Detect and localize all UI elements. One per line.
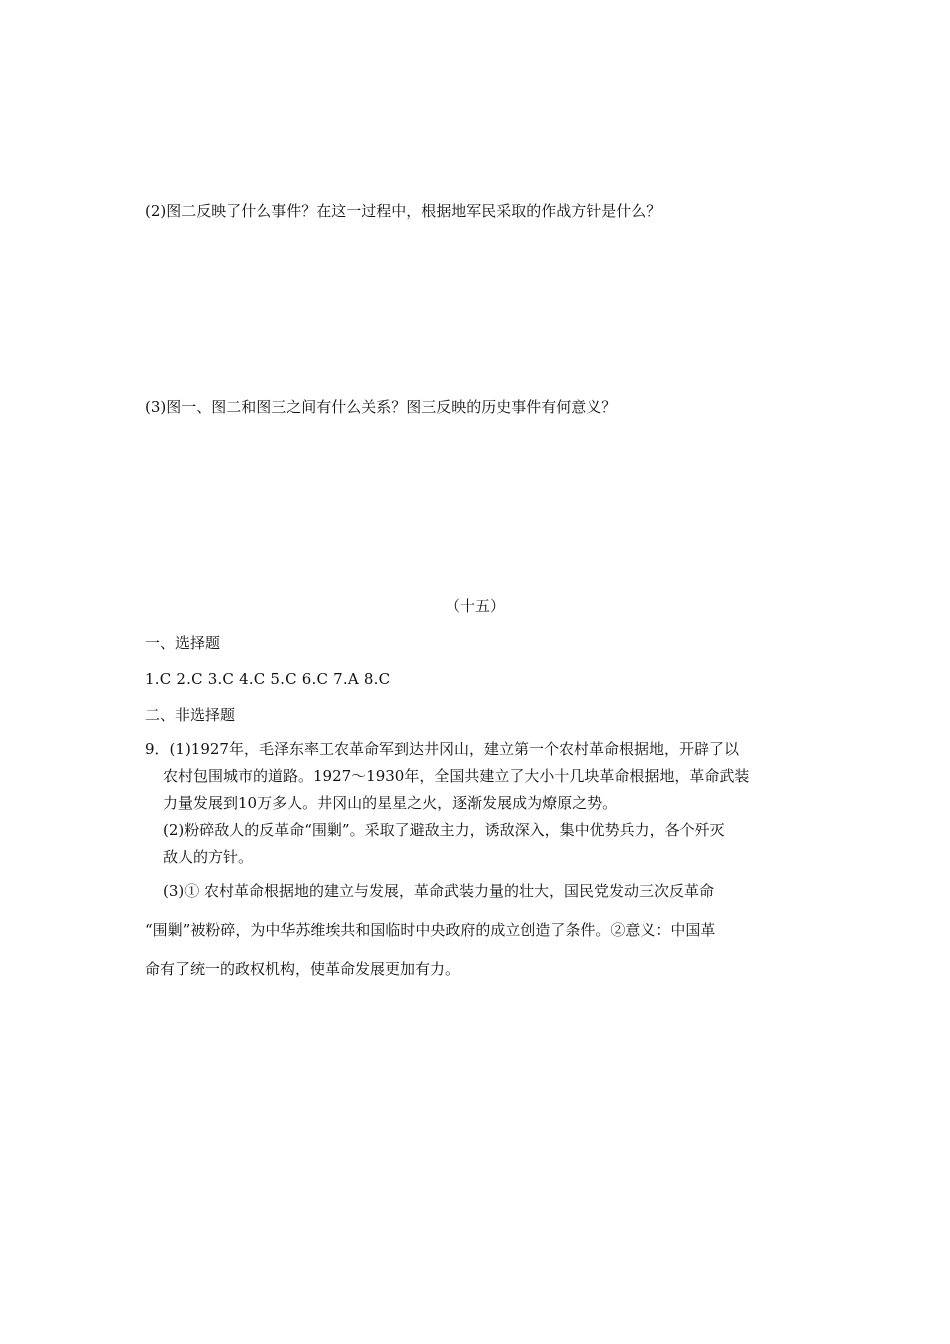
heading-multiple-choice: 一、选择题: [145, 634, 221, 652]
answer-9-1-line-1: 9．(1)1927年，毛泽东率工农革命军到达井冈山，建立第一个农村革命根据地，开辟了以: [145, 740, 739, 758]
answer-9-2-line-1: (2)粉碎敌人的反革命“围剿”。采取了避敌主力，诱敌深入，集中优势兵力，各个歼灭: [163, 821, 725, 839]
heading-non-choice: 二、非选择题: [145, 706, 236, 724]
answer-9-1-line-2: 农村包围城市的道路。1927～1930年，全国共建立了大小十几块革命根据地，革命武装: [163, 767, 750, 785]
question-3-text: (3)图一、图二和图三之间有什么关系？图三反映的历史事件有何意义？: [145, 398, 617, 416]
answer-9-3-line-1: (3)① 农村革命根据地的建立与发展，革命武装力量的壮大，国民党发动三次反革命: [163, 882, 715, 900]
answer-section-title: （十五）: [444, 597, 505, 615]
answer-9-3-line-3: 命有了统一的政权机构，使革命发展更加有力。: [145, 960, 461, 978]
question-2-text: (2)图二反映了什么事件？在这一过程中，根据地军民采取的作战方针是什么？: [145, 202, 662, 220]
answer-9-1-line-3: 力量发展到10万多人。井冈山的星星之火，逐渐发展成为燎原之势。: [163, 794, 618, 812]
multiple-choice-answers: 1.C 2.C 3.C 4.C 5.C 6.C 7.A 8.C: [145, 670, 391, 688]
answer-9-2-line-2: 敌人的方针。: [163, 848, 254, 866]
answer-9-3-line-2: “围剿”被粉碎，为中华苏维埃共和国临时中央政府的成立创造了条件。②意义：中国革: [145, 921, 716, 939]
